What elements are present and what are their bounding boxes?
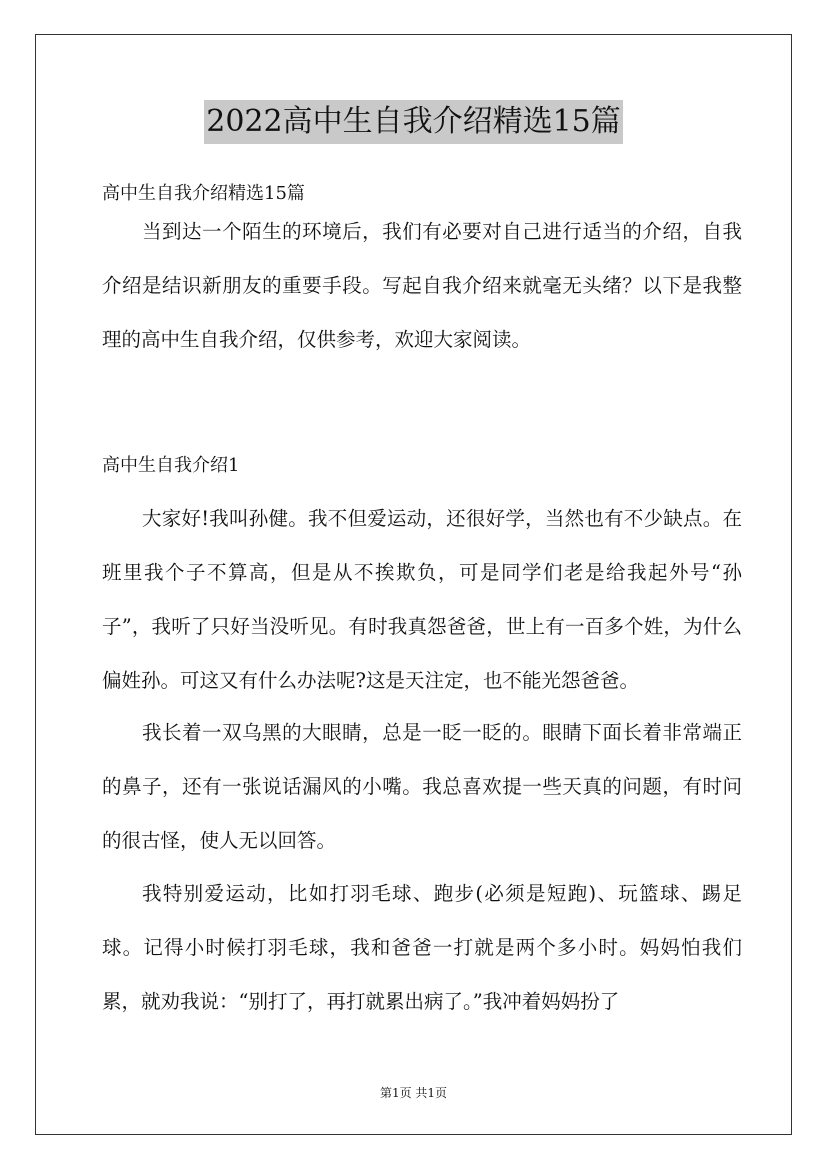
body-paragraph-2: 我长着一双乌黑的大眼睛，总是一眨一眨的。眼睛下面长着非常端正的鼻子，还有一张说话漏风的小嘴。我总喜欢提一些天真的问题，有时问的很古怪，使人无以回答。 bbox=[102, 721, 742, 852]
page-footer: 第1页 共1页 bbox=[379, 1086, 448, 1100]
title-container bbox=[0, 100, 827, 144]
body-paragraph-1: 大家好!我叫孙健。我不但爱运动，还很好学，当然也有不少缺点。在班里我个子不算高，但是从不挨欺负，可是同学们老是给我起外号“孙子”，我听了只好当没听见。有时我真怨爸爸，世上有一百多个姓，为什么偏姓孙。可这又有什么办法呢?这是天注定，也不能光怨爸爸。 bbox=[102, 507, 742, 692]
intro-paragraph: 当到达一个陌生的环境后，我们有必要对自己进行适当的介绍，自我介绍是结识新朋友的重要手段。写起自我介绍来就毫无头绪？以下是我整理的高中生自我介绍，仅供参考，欢迎大家阅读。 bbox=[102, 220, 742, 351]
document-title: 2022高中生自我介绍精选15篇 bbox=[204, 100, 623, 144]
section-heading: 高中生自我介绍1 bbox=[102, 455, 240, 476]
document-subtitle: 高中生自我介绍精选15篇 bbox=[102, 183, 305, 204]
body-paragraph-3: 我特别爱运动，比如打羽毛球、跑步(必须是短跑)、玩篮球、踢足球。记得小时候打羽毛球，我和爸爸一打就是两个多小时。妈妈怕我们累，就劝我说：“别打了，再打就累出病了。”我冲着妈妈扮了 bbox=[102, 882, 742, 1013]
